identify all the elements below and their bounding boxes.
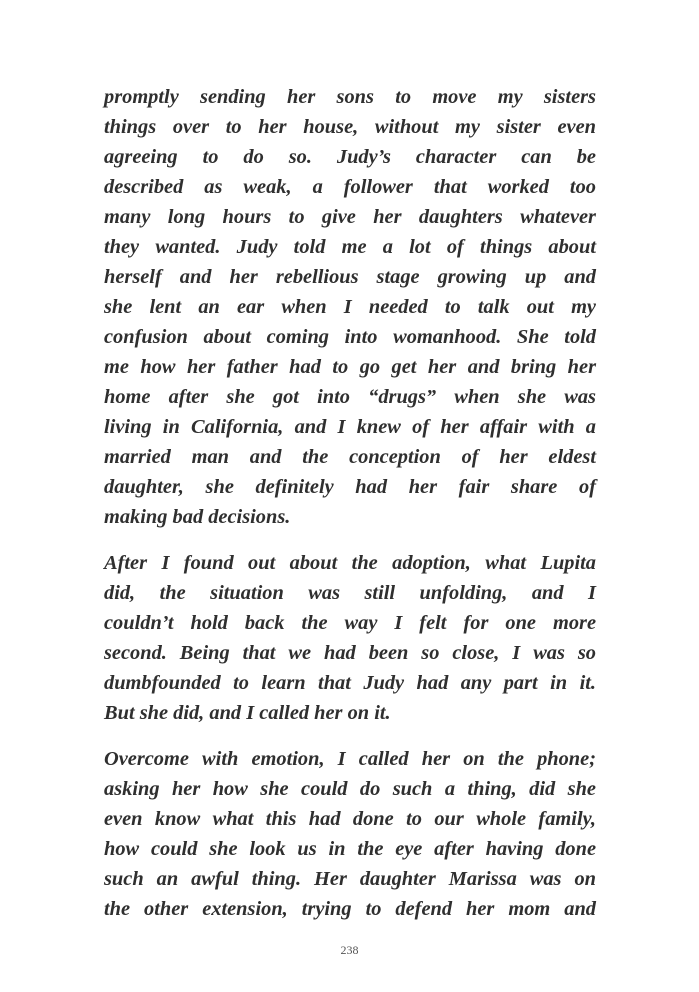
text-line: making bad decisions. <box>104 506 291 528</box>
text-line: she lent an ear when I needed to talk out my <box>104 296 596 318</box>
text-line: couldn’t hold back the way I felt for one more <box>104 612 596 634</box>
text-line: described as weak, a follower that worked too <box>104 176 596 198</box>
text-line: second. Being that we had been so close, I was so <box>104 642 596 664</box>
text-line: such an awful thing. Her daughter Marissa was on <box>104 868 596 890</box>
text-line: promptly sending her sons to move my sisters <box>104 86 596 108</box>
text-line: Overcome with emotion, I called her on the phone; <box>104 748 596 770</box>
paragraph-2 <box>104 548 596 728</box>
text-line: did, the situation was still unfolding, and I <box>104 582 596 604</box>
paragraph-1 <box>104 82 596 532</box>
text-line: daughter, she definitely had her fair share of <box>104 476 596 498</box>
text-line: living in California, and I knew of her affair with a <box>104 416 596 438</box>
text-line: asking her how she could do such a thing, did she <box>104 778 596 800</box>
text-line: many long hours to give her daughters whatever <box>104 206 596 228</box>
text-line: things over to her house, without my sister even <box>104 116 596 138</box>
text-line: me how her father had to go get her and bring her <box>104 356 596 378</box>
text-line: confusion about coming into womanhood. She told <box>104 326 596 348</box>
text-line: the other extension, trying to defend her mom and <box>104 898 596 920</box>
text-line: how could she look us in the eye after having done <box>104 838 596 860</box>
page-number: 238 <box>340 943 359 957</box>
text-line: even know what this had done to our whole family, <box>104 808 596 830</box>
paragraph-3 <box>104 744 596 924</box>
text-line: married man and the conception of her eldest <box>104 446 596 468</box>
text-line: they wanted. Judy told me a lot of things about <box>104 236 596 258</box>
text-line: After I found out about the adoption, what Lupita <box>104 552 596 574</box>
text-line: dumbfounded to learn that Judy had any part in it. <box>104 672 596 694</box>
text-line: herself and her rebellious stage growing up and <box>104 266 596 288</box>
text-line: agreeing to do so. Judy’s character can be <box>104 146 596 168</box>
text-line: home after she got into “drugs” when she was <box>104 386 596 408</box>
text-line: But she did, and I called her on it. <box>104 702 391 724</box>
